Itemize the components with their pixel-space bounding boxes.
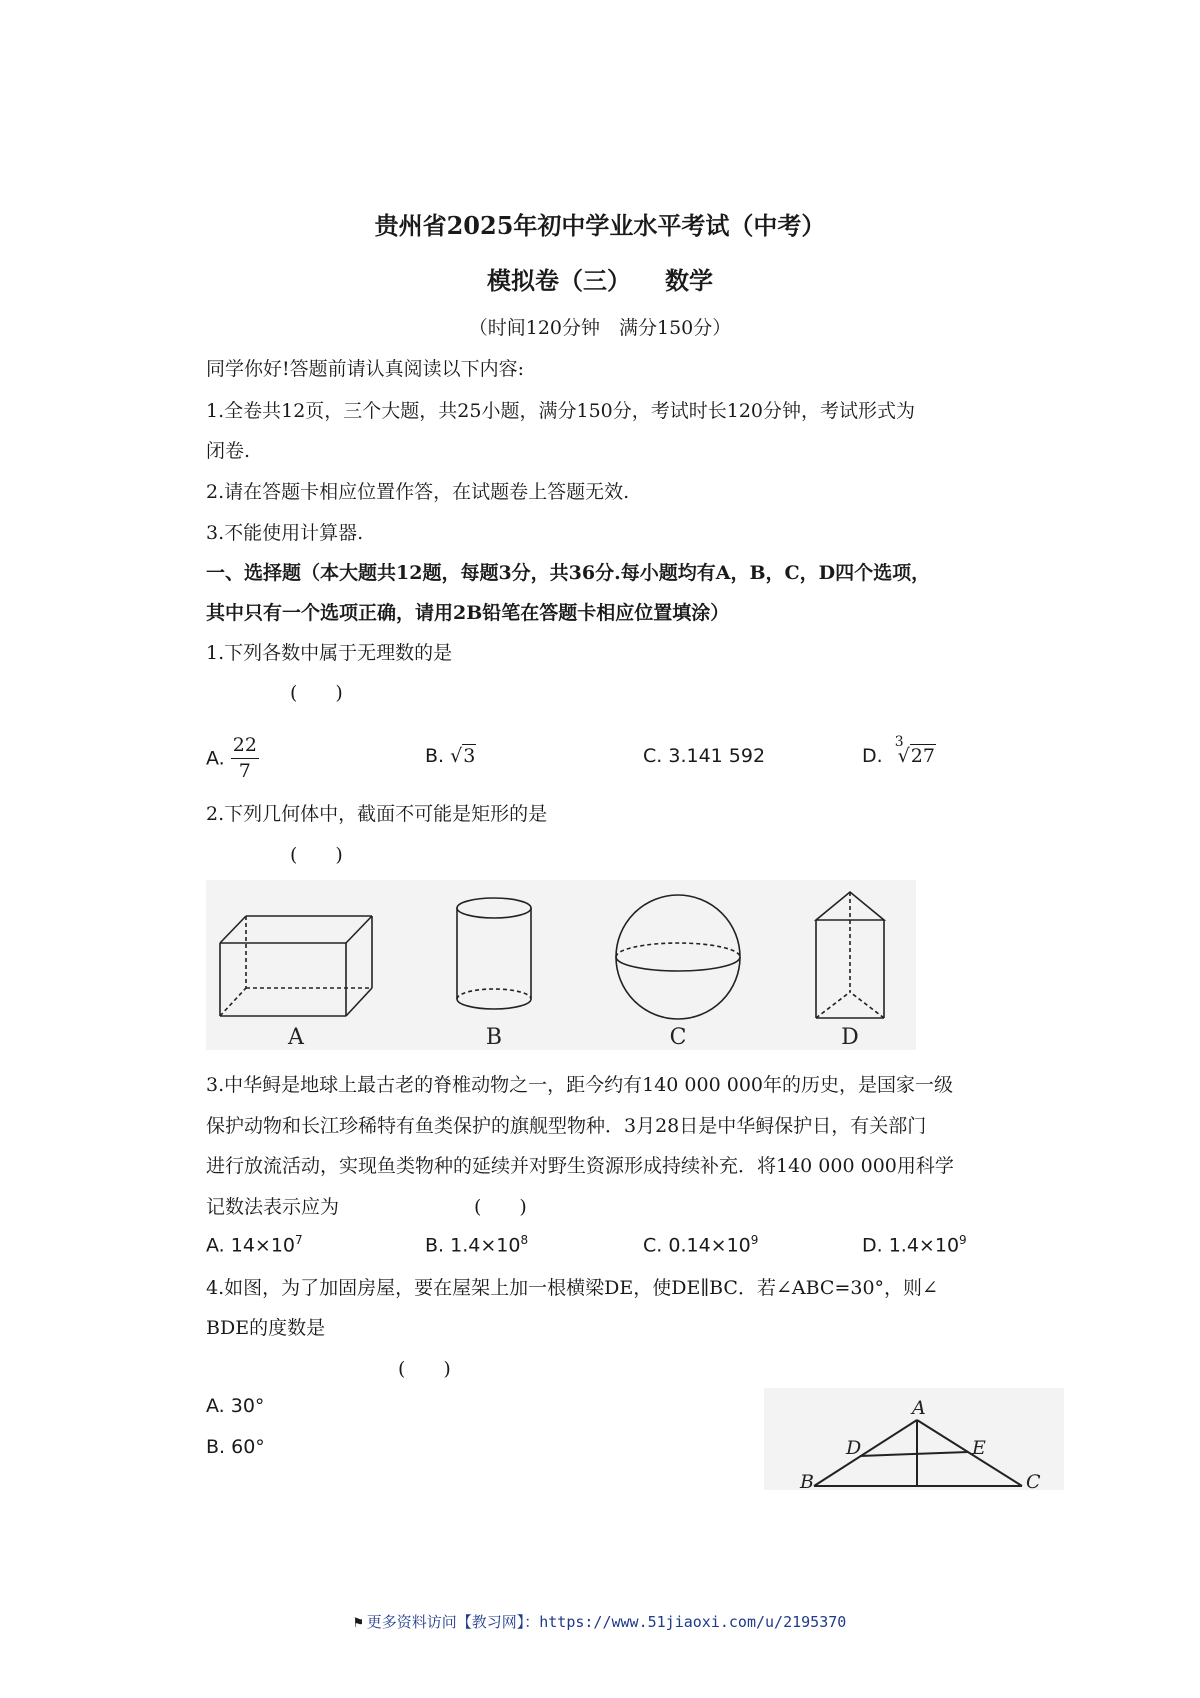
subtitle-paper: 模拟卷（三） (487, 266, 631, 295)
instruction-3: 3.不能使用计算器. (206, 522, 364, 544)
q3-option-b (425, 1233, 528, 1256)
q1-option-d-index: 3 (894, 734, 904, 750)
q4-line2: BDE的度数是 (206, 1317, 326, 1339)
q3-option-d (862, 1233, 967, 1256)
q3-option-b-label: B. (425, 1234, 445, 1257)
footer-link[interactable] (0, 1611, 1200, 1632)
exam-title: 贵州省2025年初中学业水平考试（中考） (374, 211, 826, 240)
q4-fig-label-a: A (912, 1397, 926, 1419)
q4-fig-label-e: E (972, 1437, 986, 1459)
instruction-2: 2.请在答题卡相应位置作答，在试题卷上答题无效. (206, 481, 630, 503)
q3-option-b-exp: 8 (520, 1233, 529, 1247)
q4-figure (764, 1388, 1064, 1490)
q1-option-c-value: 3.141 592 (668, 745, 766, 767)
q4-option-b (206, 1436, 265, 1458)
q3-option-a (206, 1233, 303, 1256)
instruction-1-line1: 1.全卷共12页，三个大题，共25小题，满分150分，考试时长120分钟，考试形式为 (206, 400, 916, 422)
q4-answer-paren: ( ) (398, 1358, 451, 1380)
q3-option-c-label: C. (643, 1234, 663, 1257)
q4-option-b-value: 60° (231, 1436, 265, 1458)
instructions-greeting: 同学你好!答题前请认真阅读以下内容: (206, 358, 525, 380)
q4-option-a-label: A. (206, 1395, 225, 1417)
q1-option-d-label: D. (862, 745, 883, 767)
q3-line1: 3.中华鲟是地球上最古老的脊椎动物之一，距今约有140 000 000年的历史，是国家一级 (206, 1074, 954, 1096)
q3-option-c (643, 1233, 758, 1256)
section1-heading-line2: 其中只有一个选项正确，请用2B铅笔在答题卡相应位置填涂） (206, 602, 730, 624)
radical-sign-icon: √ (897, 745, 910, 767)
q4-option-a-value: 30° (230, 1395, 265, 1417)
q3-option-d-label: D. (862, 1234, 883, 1257)
q2-figure (206, 880, 916, 1050)
q4-line1: 4.如图，为了加固房屋，要在屋架上加一根横梁DE，使DE∥BC．若∠ABC=30°，则∠ (206, 1277, 938, 1299)
q1-option-a (206, 736, 259, 782)
q1-answer-paren: ( ) (290, 682, 343, 704)
q1-option-b (425, 745, 476, 767)
q1-option-d-radicand: 27 (910, 745, 935, 767)
q1-option-b-radicand: 3 (463, 745, 476, 767)
time-info: （时间120分钟 满分150分） (468, 317, 732, 339)
q3-line2: 保护动物和长江珍稀特有鱼类保护的旗舰型物种．3月28日是中华鲟保护日，有关部门 (206, 1115, 927, 1137)
q3-option-a-base: 14×10 (230, 1234, 296, 1257)
q4-option-a (206, 1395, 264, 1417)
q2-answer-paren: ( ) (290, 844, 343, 866)
q1-stem: 1.下列各数中属于无理数的是 (206, 642, 453, 664)
q2-stem: 2.下列几何体中，截面不可能是矩形的是 (206, 803, 548, 825)
cuboid-shape (220, 916, 372, 1016)
q1-option-d (862, 734, 936, 767)
q1-option-a-denominator: 7 (238, 759, 251, 782)
q3-option-d-base: 1.4×10 (888, 1234, 960, 1257)
q4-fig-label-c: C (1026, 1471, 1041, 1490)
cylinder-shape (457, 898, 531, 1009)
q1-option-c-label: C. (643, 745, 663, 767)
radical-sign-icon: √ (450, 745, 463, 767)
footer-text[interactable]: 更多资料访问【教习网】：https://www.51jiaoxi.com/u/2195370 (366, 1613, 847, 1631)
q3-option-d-exp: 9 (959, 1233, 967, 1247)
q4-fig-label-d: D (846, 1437, 862, 1459)
q1-option-c (643, 745, 765, 767)
q1-option-a-numerator: 22 (231, 736, 259, 759)
q4-fig-label-b: B (800, 1471, 814, 1490)
q3-option-a-label: A. (206, 1234, 225, 1257)
q2-fig-label-d: D (841, 1025, 859, 1050)
triangular-prism-shape (816, 892, 884, 1018)
q2-fig-label-b: B (485, 1025, 503, 1050)
exam-subtitle (0, 261, 1200, 296)
q1-option-a-fraction (231, 736, 259, 782)
q3-option-c-base: 0.14×10 (668, 1234, 751, 1257)
q3-line3: 进行放流活动，实现鱼类物种的延续并对野生资源形成持续补充．将140 000 000用科学 (206, 1155, 954, 1177)
sphere-shape (616, 895, 740, 1019)
q2-fig-label-a: A (288, 1025, 304, 1050)
q1-option-b-label: B. (425, 745, 445, 767)
flag-icon: ⚑ (353, 1613, 363, 1631)
subtitle-subject: 数学 (665, 266, 713, 295)
q3-option-b-base: 1.4×10 (450, 1234, 521, 1257)
q3-answer-paren: ( ) (474, 1196, 527, 1218)
q1-option-a-label: A. (206, 747, 225, 770)
q3-option-c-exp: 9 (750, 1233, 759, 1247)
q3-option-a-exp: 7 (295, 1233, 303, 1247)
q3-line4: 记数法表示应为 (206, 1196, 340, 1218)
q2-fig-label-c: C (669, 1025, 687, 1050)
q4-option-b-label: B. (206, 1436, 226, 1458)
section1-heading-line1: 一、选择题（本大题共12题，每题3分，共36分.每小题均有A，B，C，D四个选项， (206, 562, 931, 584)
instruction-1-line2: 闭卷. (206, 440, 251, 462)
